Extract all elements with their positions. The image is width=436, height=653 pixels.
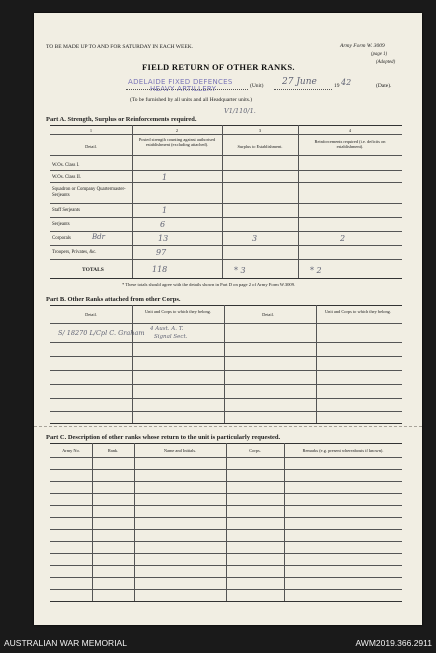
row-rule bbox=[50, 411, 402, 412]
col-number-4: 4 bbox=[348, 128, 352, 133]
row-rule bbox=[50, 370, 402, 371]
col-number-rule bbox=[50, 134, 402, 135]
row-label-corporals: Corporals bbox=[52, 236, 71, 241]
col-number-1: 1 bbox=[89, 128, 93, 133]
row-rule bbox=[50, 398, 402, 399]
totals-rule bbox=[50, 278, 402, 279]
col-header-surplus: Surplus to Establishment. bbox=[237, 144, 283, 149]
furnished-note: (To be furnished by all units and all Headquarter units.) bbox=[130, 97, 253, 103]
part-b-col-unit-1: Unit and Corps to which they belong. bbox=[145, 309, 211, 314]
date-handwritten: 27 June bbox=[282, 77, 317, 87]
posted-troopers: 97 bbox=[156, 248, 167, 257]
instruction-text: TO BE MADE UP TO AND FOR SATURDAY IN EACH WEEK. bbox=[46, 44, 194, 50]
posted-serjeants: 6 bbox=[160, 220, 166, 229]
form-reference: Army Form W. 3009 bbox=[340, 43, 385, 49]
part-c-col-corps: Corps. bbox=[249, 448, 261, 453]
unit-stamp-line2: HEAVY ARTILLERY bbox=[150, 85, 217, 94]
totals-posted: 118 bbox=[152, 265, 168, 274]
row-label-serjeants: Serjeants bbox=[52, 222, 70, 227]
row-label-staff-serjeants: Staff Serjeants bbox=[52, 208, 81, 213]
part-b-entry-unit-line2: Signal Sect. bbox=[154, 334, 188, 340]
part-b-bottom-rule bbox=[50, 423, 402, 424]
year-handwritten: 42 bbox=[341, 78, 352, 87]
row-label-wo-class-1: W.Os. Class I. bbox=[52, 163, 80, 168]
row-rule bbox=[50, 182, 402, 183]
date-label: (Date). bbox=[376, 83, 392, 89]
col-divider bbox=[134, 443, 135, 601]
part-b-header-rule bbox=[50, 323, 402, 324]
col-divider bbox=[132, 125, 133, 278]
col-number-3: 3 bbox=[258, 128, 262, 133]
part-b-entry-detail: S/ 18270 L/Cpl C. Graham bbox=[58, 329, 145, 337]
part-b-col-unit-2: Unit and Corps to which they belong. bbox=[325, 309, 391, 314]
col-divider bbox=[316, 305, 317, 423]
totals-label: TOTALS bbox=[82, 267, 104, 273]
row-rule bbox=[50, 231, 402, 232]
part-a-heading: Part A. Strength, Surplus or Reinforcements required. bbox=[46, 116, 197, 123]
date-dotted-line bbox=[274, 89, 332, 90]
col-divider bbox=[132, 305, 133, 423]
unit-dotted-line bbox=[126, 89, 248, 90]
row-rule bbox=[50, 384, 402, 385]
posted-wo-class-2: 1 bbox=[162, 173, 168, 182]
row-rule bbox=[50, 259, 402, 260]
unit-stamp bbox=[128, 79, 233, 94]
part-b-heading: Part B. Other Ranks attached from other Corps. bbox=[46, 296, 181, 303]
col-divider bbox=[298, 125, 299, 278]
part-c-col-name: Name and Initials. bbox=[163, 448, 197, 453]
part-a-footnote: * These totals should agree with the details shown in Part D on page 2 of Army Form W.3009. bbox=[122, 282, 296, 287]
col-header-rule bbox=[50, 155, 402, 156]
row-rule bbox=[50, 342, 402, 343]
row-rule bbox=[50, 356, 402, 357]
footer-accession-number: AWM2019.366.2911 bbox=[355, 638, 432, 648]
unit-label: (Unit) bbox=[250, 83, 264, 89]
part-c-heading: Part C. Description of other ranks whose return to the unit is particularly requested. bbox=[46, 434, 281, 441]
part-b-col-detail-2: Detail. bbox=[262, 312, 274, 317]
corporals-note: Bdr bbox=[92, 233, 105, 241]
reinf-corporals: 2 bbox=[340, 234, 346, 243]
totals-surplus: * 3 bbox=[234, 266, 246, 275]
row-label-wo-class-2: W.Os. Class II. bbox=[52, 175, 82, 180]
adopted-label: (Adopted) bbox=[376, 60, 396, 65]
row-label-troopers: Troopers, Privates, &c. bbox=[52, 250, 97, 255]
col-header-posted: Posted strength counting against authorised establishment (excluding attached). bbox=[138, 137, 216, 148]
part-b-entry-unit-line1: 4 Aust. A. T. bbox=[150, 326, 184, 332]
row-rule bbox=[50, 170, 402, 171]
col-divider bbox=[224, 305, 225, 423]
totals-reinforcements: * 2 bbox=[310, 266, 322, 275]
margin-note: V1/110/1. bbox=[224, 107, 256, 115]
fold-crease bbox=[34, 426, 422, 427]
year-prefix: 19 bbox=[334, 83, 340, 89]
part-b-col-detail-1: Detail. bbox=[85, 312, 97, 317]
row-rule bbox=[50, 245, 402, 246]
col-divider bbox=[284, 443, 285, 601]
part-a-top-rule bbox=[50, 125, 402, 126]
unit-stamp-line1: ADELAIDE FIXED DEFENCES bbox=[128, 78, 233, 86]
surplus-corporals: 3 bbox=[252, 234, 258, 243]
page-number: (page 1) bbox=[371, 52, 388, 57]
col-number-2: 2 bbox=[175, 128, 179, 133]
col-divider bbox=[222, 125, 223, 278]
form-page bbox=[34, 13, 422, 625]
row-label-cqms: Squadron or Company Quartermaster-Serjeants bbox=[52, 187, 126, 198]
col-divider bbox=[226, 443, 227, 601]
part-c-col-remarks: Remarks (e.g. present whereabouts if known). bbox=[302, 448, 384, 453]
part-b-top-rule bbox=[50, 305, 402, 306]
part-c-bottom-rule bbox=[50, 601, 402, 602]
part-c-col-rank: Rank. bbox=[107, 448, 119, 453]
col-header-reinforcements: Reinforcements required (i.e. deficits on establishment). bbox=[314, 139, 386, 150]
part-c-col-army-no: Army No. bbox=[62, 448, 80, 453]
row-rule bbox=[50, 217, 402, 218]
posted-corporals: 13 bbox=[158, 234, 169, 243]
col-header-detail: Detail. bbox=[85, 144, 97, 149]
form-title: FIELD RETURN OF OTHER RANKS. bbox=[142, 62, 295, 72]
col-divider bbox=[92, 443, 93, 601]
posted-staff-serjeants: 1 bbox=[162, 206, 168, 215]
footer-credit: AUSTRALIAN WAR MEMORIAL bbox=[4, 638, 127, 648]
row-rule bbox=[50, 203, 402, 204]
